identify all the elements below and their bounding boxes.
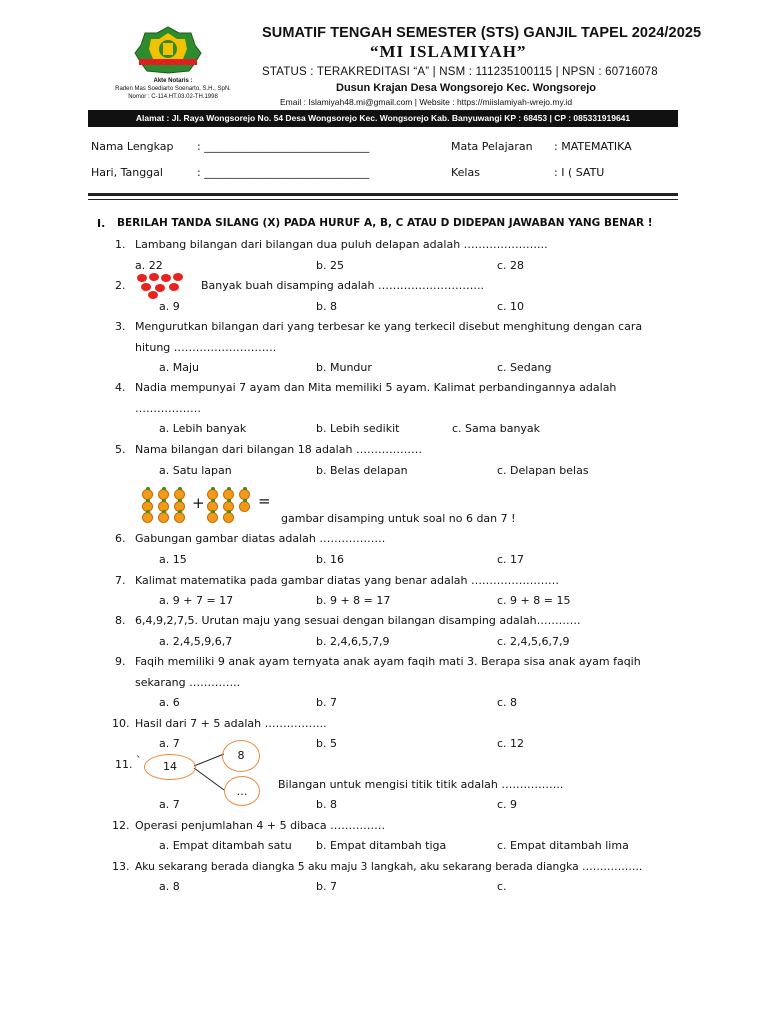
question-text-continued: ………………	[135, 402, 201, 415]
option-a[interactable]: a. 7	[159, 737, 180, 750]
red-fruit-icon	[149, 273, 159, 281]
equals-sign: =	[258, 492, 271, 510]
orange-group-right	[207, 486, 255, 522]
question-text: Nadia mempunyai 7 ayam dan Mita memiliki 5 ayam. Kalimat perbandingannya adalah	[135, 381, 617, 394]
orange-fruit-icon	[223, 512, 234, 523]
option-a[interactable]: a. 7	[159, 798, 180, 811]
red-fruit-icon	[169, 283, 179, 291]
option-b[interactable]: b. 8	[316, 798, 337, 811]
red-fruit-icon	[137, 274, 147, 282]
question-text: Lambang bilangan dari bilangan dua puluh delapan adalah …………………..	[135, 238, 548, 251]
option-b[interactable]: b. Empat ditambah tiga	[316, 839, 447, 852]
question-text: Faqih memiliki 9 anak ayam ternyata anak ayam faqih mati 3. Berapa sisa anak ayam faqih	[135, 655, 641, 668]
option-a[interactable]: a. 22	[135, 259, 163, 272]
question-number: 10.	[112, 717, 130, 730]
option-b[interactable]: b. Belas delapan	[316, 464, 408, 477]
question-number: 3.	[115, 320, 126, 333]
question-number: 7.	[115, 574, 126, 587]
option-b[interactable]: b. 7	[316, 696, 337, 709]
option-a[interactable]: a. 15	[159, 553, 187, 566]
subject-label: Mata Pelajaran	[451, 140, 533, 153]
divider-thin	[88, 199, 678, 200]
option-b[interactable]: b. 16	[316, 553, 344, 566]
question-number: 9.	[115, 655, 126, 668]
option-c[interactable]: c. 2,4,5,6,7,9	[497, 635, 570, 648]
date-label: Hari, Tanggal	[91, 166, 163, 179]
option-a[interactable]: a. 8	[159, 880, 180, 893]
question-text: Bilangan untuk mengisi titik titik adalah ……………..	[278, 778, 564, 791]
question-number: 4.	[115, 381, 126, 394]
option-c[interactable]: c. 10	[497, 300, 525, 313]
name-label: Nama Lengkap	[91, 140, 174, 153]
tick-mark: `	[136, 754, 142, 767]
question-text: 6,4,9,2,7,5. Urutan maju yang sesuai dengan bilangan disamping adalah…………	[135, 614, 581, 627]
option-b[interactable]: b. 9 + 8 = 17	[316, 594, 391, 607]
option-a[interactable]: a. 9	[159, 300, 180, 313]
red-fruit-icon	[173, 273, 183, 281]
orange-fruit-icon	[158, 512, 169, 523]
red-fruit-icon	[155, 284, 165, 292]
notary-name: Raden Mas Soediarto Soenarto, S.H., SpN.	[115, 86, 231, 92]
orange-group-left	[142, 486, 190, 522]
plus-sign: +	[192, 494, 205, 512]
section-number: I.	[97, 217, 106, 230]
option-b[interactable]: b. 8	[316, 300, 337, 313]
question-text-continued: sekarang …………..	[135, 676, 241, 689]
option-a[interactable]: a. Maju	[159, 361, 199, 374]
question-number: 12.	[112, 819, 130, 832]
option-a[interactable]: a. Lebih banyak	[159, 422, 247, 435]
date-field[interactable]: : ______________________________	[197, 166, 370, 179]
orange-fruit-icon	[142, 512, 153, 523]
bond-part2-circle[interactable]	[224, 776, 260, 806]
contact-line: Email : Islamiyah48.mi@gmail.com | Website : https://miislamiyah-wrejo.my.id	[280, 97, 573, 107]
red-fruit-icon	[141, 283, 151, 291]
question-number: 11.	[115, 758, 133, 771]
option-c[interactable]: c. Sama banyak	[452, 422, 541, 435]
option-a[interactable]: a. 6	[159, 696, 180, 709]
option-b[interactable]: b. Lebih sedikit	[316, 422, 400, 435]
question-number: 1.	[115, 238, 126, 251]
orange-fruit-icon	[239, 501, 250, 512]
orange-fruit-icon	[207, 512, 218, 523]
status-line: STATUS : TERAKREDITASI “A” | NSM : 111235100115 | NPSN : 60716078	[262, 66, 658, 78]
bond-part1-value: 8	[237, 749, 245, 762]
orange-fruit-icon	[174, 512, 185, 523]
divider-thick	[88, 193, 678, 196]
class-label: Kelas	[451, 166, 480, 179]
question-text: Hasil dari 7 + 5 adalah ……………..	[135, 717, 327, 730]
option-c[interactable]: c. 8	[497, 696, 518, 709]
question-text: Nama bilangan dari bilangan 18 adalah ………………	[135, 443, 422, 456]
option-a[interactable]: a. Satu lapan	[159, 464, 232, 477]
option-b[interactable]: b. 5	[316, 737, 337, 750]
notary-info	[88, 77, 258, 101]
option-c[interactable]: c. Empat ditambah lima	[497, 839, 629, 852]
figure-caption: gambar disamping untuk soal no 6 dan 7 !	[281, 512, 516, 525]
option-c[interactable]: c. Delapan belas	[497, 464, 589, 477]
question-number: 2.	[115, 279, 126, 292]
notary-title: Akte Notaris :	[153, 78, 193, 84]
question-text: Banyak buah disamping adalah ………………………..	[201, 279, 484, 292]
question-number: 6.	[115, 532, 126, 545]
question-number: 5.	[115, 443, 126, 456]
option-c[interactable]: c. Sedang	[497, 361, 552, 374]
option-c[interactable]: c. 12	[497, 737, 525, 750]
question-text: Gabungan gambar diatas adalah ………………	[135, 532, 386, 545]
red-fruit-icon	[148, 291, 158, 299]
school-crest-icon	[131, 25, 205, 75]
option-b[interactable]: b. 7	[316, 880, 337, 893]
question-text: Mengurutkan bilangan dari yang terbesar ke yang terkecil disebut menghitung dengan cara	[135, 320, 643, 333]
school-logo	[131, 25, 205, 75]
notary-number: Nomor : C-114.HT.03.02-TH.1998	[128, 94, 218, 100]
option-c[interactable]: c. 17	[497, 553, 525, 566]
question-text: Aku sekarang berada diangka 5 aku maju 3 langkah, aku sekarang berada diangka ……………..	[135, 860, 643, 873]
bond-whole-circle	[144, 754, 196, 780]
fruit-group-figure	[135, 272, 191, 300]
question-number: 8.	[115, 614, 126, 627]
bond-part1-circle	[222, 740, 260, 772]
school-name: “MI ISLAMIYAH”	[370, 42, 527, 61]
exam-title: SUMATIF TENGAH SEMESTER (STS) GANJIL TAPEL 2024/2025	[262, 25, 702, 41]
red-fruit-icon	[161, 274, 171, 282]
name-field[interactable]: : ______________________________	[197, 140, 370, 153]
option-b[interactable]: b. 25	[316, 259, 344, 272]
question-text: Operasi penjumlahan 4 + 5 dibaca ……………	[135, 819, 386, 832]
option-c[interactable]: c. 9 + 8 = 15	[497, 594, 571, 607]
option-c[interactable]: c.	[497, 880, 507, 893]
bond-part2-value: …	[236, 785, 248, 798]
village-line: Dusun Krajan Desa Wongsorejo Kec. Wongsorejo	[336, 82, 596, 94]
option-a[interactable]: a. Empat ditambah satu	[159, 839, 292, 852]
address-line: Alamat : Jl. Raya Wongsorejo No. 54 Desa Wongsorejo Kec. Wongsorejo Kab. Banyuwangi KP : 68453 | CP : 085331919641	[135, 113, 631, 123]
option-c[interactable]: c. 9	[497, 798, 518, 811]
option-a[interactable]: a. 9 + 7 = 17	[159, 594, 234, 607]
option-b[interactable]: b. Mundur	[316, 361, 372, 374]
section-title: BERILAH TANDA SILANG (X) PADA HURUF A, B, C ATAU D DIDEPAN JAWABAN YANG BENAR !	[117, 217, 653, 229]
subject-value: : MATEMATIKA	[554, 140, 632, 153]
class-value: : I ( SATU	[554, 166, 605, 179]
option-b[interactable]: b. 2,4,6,5,7,9	[316, 635, 390, 648]
option-a[interactable]: a. 2,4,5,9,6,7	[159, 635, 233, 648]
option-c[interactable]: c. 28	[497, 259, 525, 272]
question-number: 13.	[112, 860, 130, 873]
question-text-continued: hitung ……………………….	[135, 341, 277, 354]
question-text: Kalimat matematika pada gambar diatas yang benar adalah ……………………	[135, 574, 560, 587]
address-bar	[88, 110, 678, 127]
bond-whole-value: 14	[163, 760, 177, 773]
